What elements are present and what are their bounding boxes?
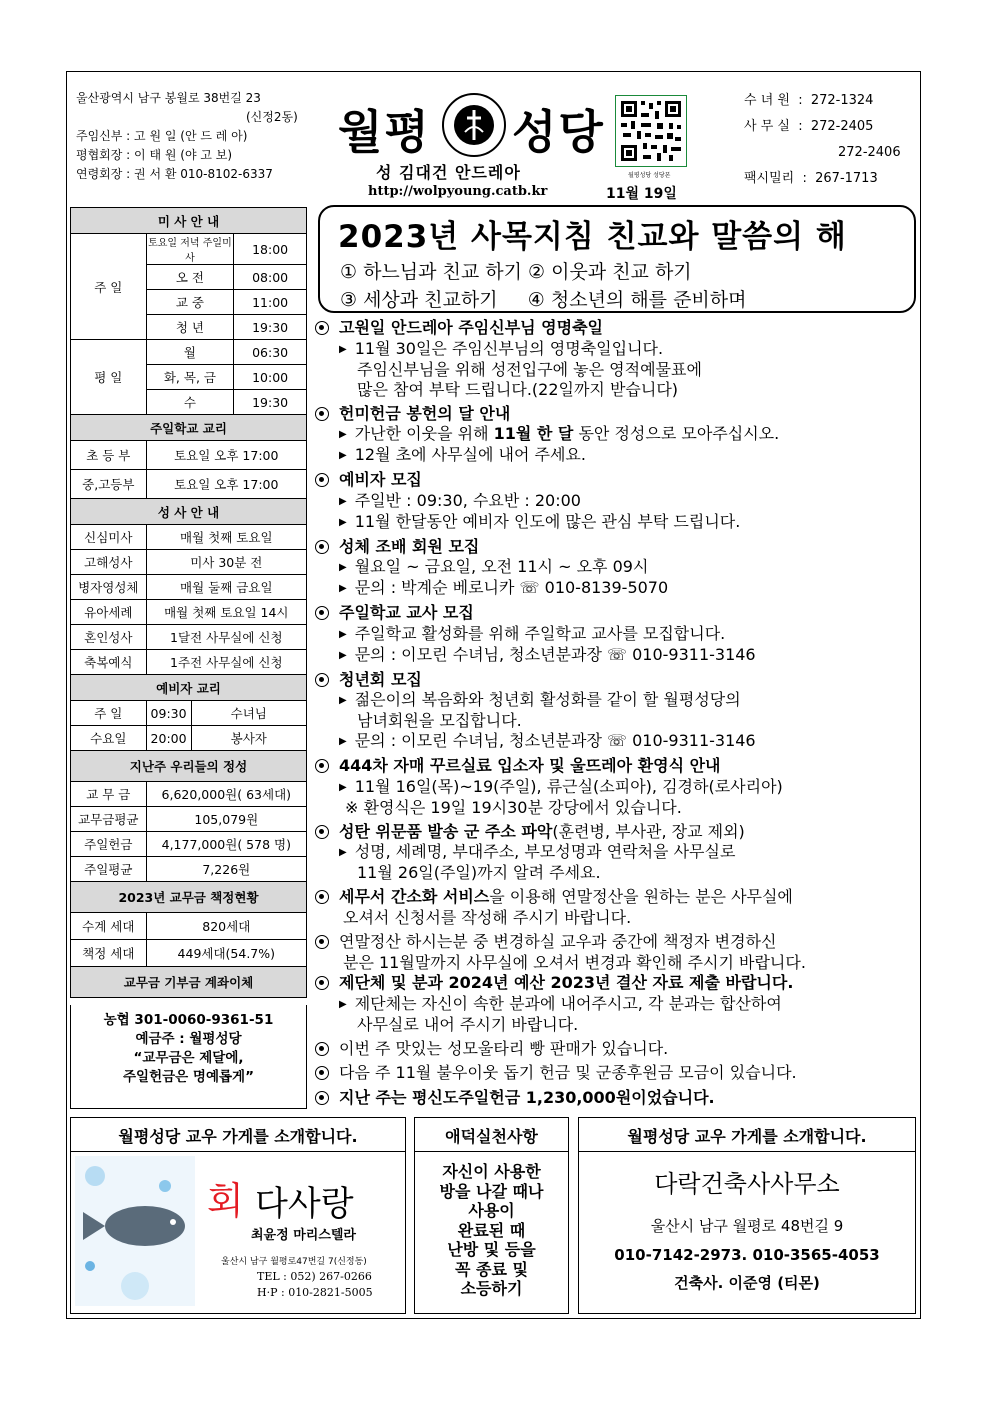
notice-title: 지난 주는 평신도주일헌금 1,230,000원이었습니다.	[339, 1087, 715, 1107]
mass-time: 18:00	[234, 234, 307, 265]
account-box	[70, 1005, 307, 1109]
school-time: 토요일 오후 17:00	[146, 470, 306, 499]
offering-label: 교 무 금	[71, 782, 147, 807]
notice-text: 가난한 이웃을 위해	[354, 424, 494, 443]
shop2-owner: 건축사. 이준영 (티몬)	[674, 1274, 820, 1292]
offering-value: 105,079원	[146, 807, 306, 832]
bullet-icon	[315, 321, 329, 335]
notice-line	[315, 690, 915, 711]
virtue-line: 사용이	[468, 1201, 515, 1220]
notice-line	[315, 645, 915, 666]
bank-account: 농협 301-0060-9361-51	[103, 1012, 274, 1028]
pastoral-theme-box	[318, 205, 916, 313]
notice-2	[315, 404, 915, 425]
offering-value: 4,177,000원( 578 명)	[146, 832, 306, 857]
notice-3	[315, 470, 915, 491]
notice-line	[315, 491, 915, 512]
mass-time: 11:00	[234, 290, 307, 315]
offering-label: 주일평균	[71, 857, 147, 882]
notice-text: 문의 : 이모린 수녀님, 청소년분과장 ☏ 010-9311-3146	[354, 644, 756, 664]
notice-text: 주일학교 활성화를 위해 주일학교 교사를 모집합니다.	[354, 623, 726, 643]
triangle-icon: ▶	[339, 343, 347, 355]
qr-code-icon[interactable]	[615, 95, 687, 167]
notice-11	[315, 973, 915, 994]
triangle-icon: ▶	[339, 495, 347, 507]
notice-title: 성체 조배 회원 모집	[339, 536, 480, 556]
notice-10	[315, 932, 915, 953]
offering-value: 7,226원	[146, 857, 306, 882]
sacrament-name: 신심미사	[71, 525, 147, 550]
catechumen-title: 예비자 교리	[71, 675, 307, 701]
mass-time: 08:00	[234, 265, 307, 290]
dues-value: 449세대(54.7%)	[146, 940, 306, 967]
school-title: 주일학교 교리	[71, 415, 307, 441]
sacrament-name: 혼인성사	[71, 625, 147, 650]
virtue-title: 애덕실천사항	[445, 1127, 538, 1146]
bullet-icon	[315, 1066, 329, 1080]
notice-12	[315, 1039, 915, 1060]
shop2-address: 울산시 남구 월평로 48번길 9	[650, 1217, 844, 1235]
church-seal-icon	[441, 92, 507, 158]
sacrament-schedule: 매월 첫째 토요일 14시	[146, 600, 306, 625]
notice-title: 성탄 위문품 발송 군 주소 파악	[339, 821, 553, 841]
notice-text: 성명, 세례명, 부대주소, 부모성명과 연락처을 사무실로	[354, 842, 736, 861]
account-holder: 예금주 : 월평성당	[135, 1031, 242, 1047]
info-table	[70, 207, 307, 998]
mass-day: 화, 목, 금	[146, 365, 234, 390]
notice-line	[315, 777, 915, 798]
mass-sat-eve: 토요일 저녁 주일미사	[146, 234, 234, 265]
triangle-icon: ▶	[339, 516, 347, 528]
mass-main: 교 중	[146, 290, 234, 315]
mass-youth: 청 년	[146, 315, 234, 340]
triangle-icon: ▶	[339, 628, 347, 640]
notice-5	[315, 603, 915, 624]
notice-line	[315, 512, 915, 533]
triangle-icon: ▶	[339, 583, 347, 594]
slogan-line2: 주일헌금은 명예롭게”	[123, 1069, 254, 1085]
virtue-line: 자신이 사용한	[442, 1162, 541, 1181]
website-link[interactable]: http://wolpyoung.catb.kr	[368, 184, 548, 199]
sacrament-schedule: 매월 첫째 토요일	[146, 525, 306, 550]
catechumen-time: 09:30	[146, 701, 191, 726]
mass-time: 10:00	[234, 365, 307, 390]
notice-text: 동안 정성으로 모아주십시오.	[573, 424, 780, 443]
bullet-icon	[315, 473, 329, 487]
triangle-icon: ▶	[339, 649, 347, 661]
notice-text: 12월 초에 사무실에 내어 주세요.	[354, 445, 586, 464]
patron-saint: 성 김대건 안드레아	[376, 163, 521, 182]
qr-caption: 월평성당 성당폰	[628, 172, 671, 179]
notice-text: 젊은이의 복음화와 청년회 활성화를 같이 할 월평성당의	[354, 690, 741, 709]
notice-text: 11월 26일(주일)까지 알려 주세요.	[357, 863, 601, 882]
sacrament-schedule: 1주전 사무실에 신청	[146, 650, 306, 675]
catechumen-time: 20:00	[146, 726, 191, 751]
council-president: 평협회장 : 이 태 원 (야 고 보)	[76, 148, 233, 162]
bullet-icon	[315, 890, 329, 904]
shop1-tel: TEL : 052) 267-0266	[257, 1270, 372, 1283]
notice-text: 11월 한달동안 예비자 인도에 많은 관심 부탁 드립니다.	[354, 511, 741, 531]
dues-label: 책정 세대	[71, 940, 147, 967]
school-level: 중,고등부	[71, 470, 147, 499]
mass-time: 19:30	[234, 390, 307, 415]
virtue-line: 꼭 종료 및	[455, 1259, 528, 1279]
notice-title: 444차 자매 꾸르실료 입소자 및 울뜨레아 환영식 안내	[339, 756, 721, 775]
notice-title: 세무서 간소화 서비스	[339, 887, 490, 906]
bullet-icon	[315, 1042, 329, 1056]
bullet-icon	[315, 976, 329, 990]
notice-text: 제단체는 자신이 속한 분과에 내어주시고, 각 분과는 합산하여	[354, 993, 782, 1013]
bullet-icon	[315, 407, 329, 421]
bullet-icon	[315, 673, 329, 687]
bullet-icon	[315, 825, 329, 839]
dues-value: 820세대	[146, 913, 306, 940]
pastor: 주임신부 : 고 원 일 (안 드 레 아)	[76, 129, 248, 143]
triangle-icon: ▶	[339, 429, 347, 440]
notice-text: 문의 : 박계순 베로니카 ☏ 010-8139-5070	[354, 578, 669, 597]
mass-day: 월	[146, 340, 234, 365]
phone-convent: 수 녀 원 : 272-1324	[744, 93, 874, 108]
notice-line	[315, 445, 915, 466]
sacrament-name: 고해성사	[71, 550, 147, 575]
notice-9	[315, 887, 915, 908]
header-info	[76, 89, 298, 184]
bullet-icon	[315, 1091, 329, 1105]
shop1-card	[70, 1152, 406, 1314]
sacrament-schedule: 1달전 사무실에 신청	[146, 625, 306, 650]
notice-1	[315, 318, 915, 339]
virtue-line: 방을 나갈 때나	[439, 1181, 544, 1201]
virtue-card	[414, 1152, 569, 1314]
sacrament-schedule: 미사 30분 전	[146, 550, 306, 575]
notice-text: 을 이용해 연말정산을 원하는 분은 사무실에	[489, 887, 793, 906]
triangle-icon: ▶	[339, 450, 347, 461]
notice-line	[315, 624, 915, 645]
theme-line1: ① 하느님과 친교 하기 ② 이웃과 친교 하기	[340, 261, 692, 283]
offering-label: 주일헌금	[71, 832, 147, 857]
notice-4	[315, 537, 915, 558]
notice-text: 문의 : 이모린 수녀님, 청소년분과장 ☏ 010-9311-3146	[354, 731, 756, 750]
account-title: 교무금 기부금 계좌이체	[71, 967, 307, 998]
notice-line	[315, 842, 915, 863]
notice-line	[315, 731, 915, 752]
bullet-icon	[315, 759, 329, 773]
school-time: 토요일 오후 17:00	[146, 441, 306, 470]
shop1-owner: 최윤정 마리스텔라	[251, 1228, 356, 1243]
notice-text: 주임신부님을 위해 성전입구에 놓은 영적예물표에	[357, 359, 702, 379]
association-president: 연령회장 : 권 서 환 010-8102-6337	[76, 167, 273, 181]
mass-title: 미 사 안 내	[71, 208, 307, 234]
sacrament-name: 축복예식	[71, 650, 147, 675]
shop1-title: 월평성당 교우 가게를 소개합니다.	[118, 1127, 358, 1146]
sunday-label: 주 일	[71, 234, 147, 340]
dues-title: 2023년 교무금 책정현황	[71, 882, 307, 913]
notice-title: 청년회 모집	[339, 669, 422, 689]
theme-title: 2023년 사목지침 친교와 말씀의 해	[338, 219, 847, 255]
notice-line	[315, 339, 915, 360]
shop2-title: 월평성당 교우 가게를 소개합니다.	[627, 1127, 867, 1146]
mass-time: 06:30	[234, 340, 307, 365]
offering-value: 6,620,000원( 63세대)	[146, 782, 306, 807]
church-address: 울산광역시 남구 봉월로 38번길 23	[76, 91, 261, 105]
sacrament-schedule: 매월 둘째 금요일	[146, 575, 306, 600]
mass-day: 수	[146, 390, 234, 415]
notice-8	[315, 822, 915, 843]
dues-label: 수계 세대	[71, 913, 147, 940]
virtue-line: 난방 및 등을	[447, 1240, 536, 1259]
mass-time: 19:30	[234, 315, 307, 340]
school-level: 초 등 부	[71, 441, 147, 470]
sacrament-title: 성 사 안 내	[71, 499, 307, 525]
notice-text: 11월 30일은 주임신부님의 영명축일입니다.	[354, 338, 664, 358]
notice-text: ※ 환영식은 19일 19시30분 강당에서 있습니다.	[345, 797, 682, 817]
phone-office: 사 무 실 : 272-2405	[744, 119, 874, 134]
notices	[315, 318, 915, 1108]
shop2-card	[578, 1152, 916, 1314]
notice-text: 연말정산 하시는분 중 변경하실 교우과 중간에 책정자 변경하신	[339, 932, 777, 951]
theme-line2: ③ 세상과 친교하기 ④ 청소년의 해를 준비하며	[340, 289, 747, 311]
notice-text: (훈련병, 부사관, 장교 제외)	[552, 821, 745, 841]
slogan-line1: “교무금은 제달에,	[133, 1050, 244, 1066]
shop2-name: 다락건축사사무소	[654, 1170, 840, 1198]
notice-text: 많은 참여 부탁 드립니다.(22일까지 받습니다)	[357, 379, 679, 399]
virtue-line: 완료된 때	[457, 1220, 526, 1240]
bullet-icon	[315, 606, 329, 620]
shop1-logo-hoe: 회	[207, 1179, 244, 1223]
phone-fax: 팩시밀리 : 267-1713	[744, 171, 878, 186]
weekday-label: 평 일	[71, 340, 147, 415]
church-name-left: 월평	[338, 105, 431, 159]
offering-title: 지난주 우리들의 정성	[71, 751, 307, 782]
notice-text: 주일반 : 09:30, 수요반 : 20:00	[354, 490, 581, 510]
notice-7	[315, 756, 915, 777]
shop1-hp: H·P : 010-2821-5005	[257, 1286, 373, 1299]
notice-text: 남녀회원을 모집합니다.	[357, 711, 522, 730]
notice-13	[315, 1063, 915, 1084]
sacrament-name: 유아세례	[71, 600, 147, 625]
shop1-logo-name: 다사랑	[255, 1184, 354, 1224]
notice-title: 주일학교 교사 모집	[339, 603, 474, 622]
contact-phones	[744, 88, 901, 192]
bulletin-date: 11월 19일	[606, 186, 677, 202]
notice-14	[315, 1088, 915, 1109]
triangle-icon: ▶	[339, 695, 347, 706]
offering-label: 교무금평균	[71, 807, 147, 832]
virtue-line: 소등하기	[460, 1279, 523, 1298]
triangle-icon: ▶	[339, 998, 347, 1010]
sacrament-name: 병자영성체	[71, 575, 147, 600]
triangle-icon: ▶	[339, 847, 347, 858]
notice-line	[315, 578, 915, 599]
notice-text: 월요일 ~ 금요일, 오전 11시 ~ 오후 09시	[354, 557, 649, 576]
fish-icon	[75, 1156, 195, 1306]
phone-office-2: 272-2406	[838, 145, 901, 160]
shop1-address: 울산시 남구 월평로47번길 7(신정동)	[221, 1257, 367, 1267]
catechumen-day: 수요일	[71, 726, 147, 751]
triangle-icon: ▶	[339, 562, 347, 573]
notice-text: 오셔서 신청서를 작성해 주시기 바랍니다.	[343, 907, 632, 927]
triangle-icon: ▶	[339, 736, 347, 747]
bullet-icon	[315, 935, 329, 949]
catechumen-teacher: 수녀님	[191, 701, 306, 726]
notice-title: 제단체 및 분과 2024년 예산 2023년 결산 자료 제출 바랍니다.	[339, 973, 794, 992]
notice-title: 헌미헌금 봉헌의 달 안내	[339, 403, 511, 423]
notice-line	[315, 424, 915, 445]
shop2-tel: 010-7142-2973. 010-3565-4053	[614, 1246, 880, 1264]
notice-emph: 11월 한 달	[493, 424, 574, 443]
catechumen-day: 주 일	[71, 701, 147, 726]
notice-text: 11월 16일(목)~19(주일), 류근실(소피아), 김경하(로사리아)	[354, 776, 783, 796]
notice-title: 예비자 모집	[339, 470, 422, 489]
church-name-right: 성당	[512, 105, 605, 159]
notice-text: 사무실로 내어 주시기 바랍니다.	[357, 1014, 579, 1034]
notice-text: 분은 11월말까지 사무실에 오셔서 변경과 확인해 주시기 바랍니다.	[343, 952, 806, 972]
notice-title: 고원일 안드레아 주임신부님 영명축일	[339, 318, 604, 337]
notice-6	[315, 670, 915, 691]
triangle-icon: ▶	[339, 781, 347, 793]
mass-morning: 오 전	[146, 265, 234, 290]
notice-line	[315, 557, 915, 578]
catechumen-teacher: 봉사자	[191, 726, 306, 751]
church-address-dong: (신정2동)	[246, 110, 298, 124]
notice-text: 다음 주 11월 불우이웃 돕기 헌금 및 군종후원금 모금이 있습니다.	[339, 1063, 797, 1082]
bullet-icon	[315, 540, 329, 554]
notice-text: 이번 주 맛있는 성모울타리 빵 판매가 있습니다.	[339, 1038, 669, 1058]
notice-line	[315, 994, 915, 1015]
